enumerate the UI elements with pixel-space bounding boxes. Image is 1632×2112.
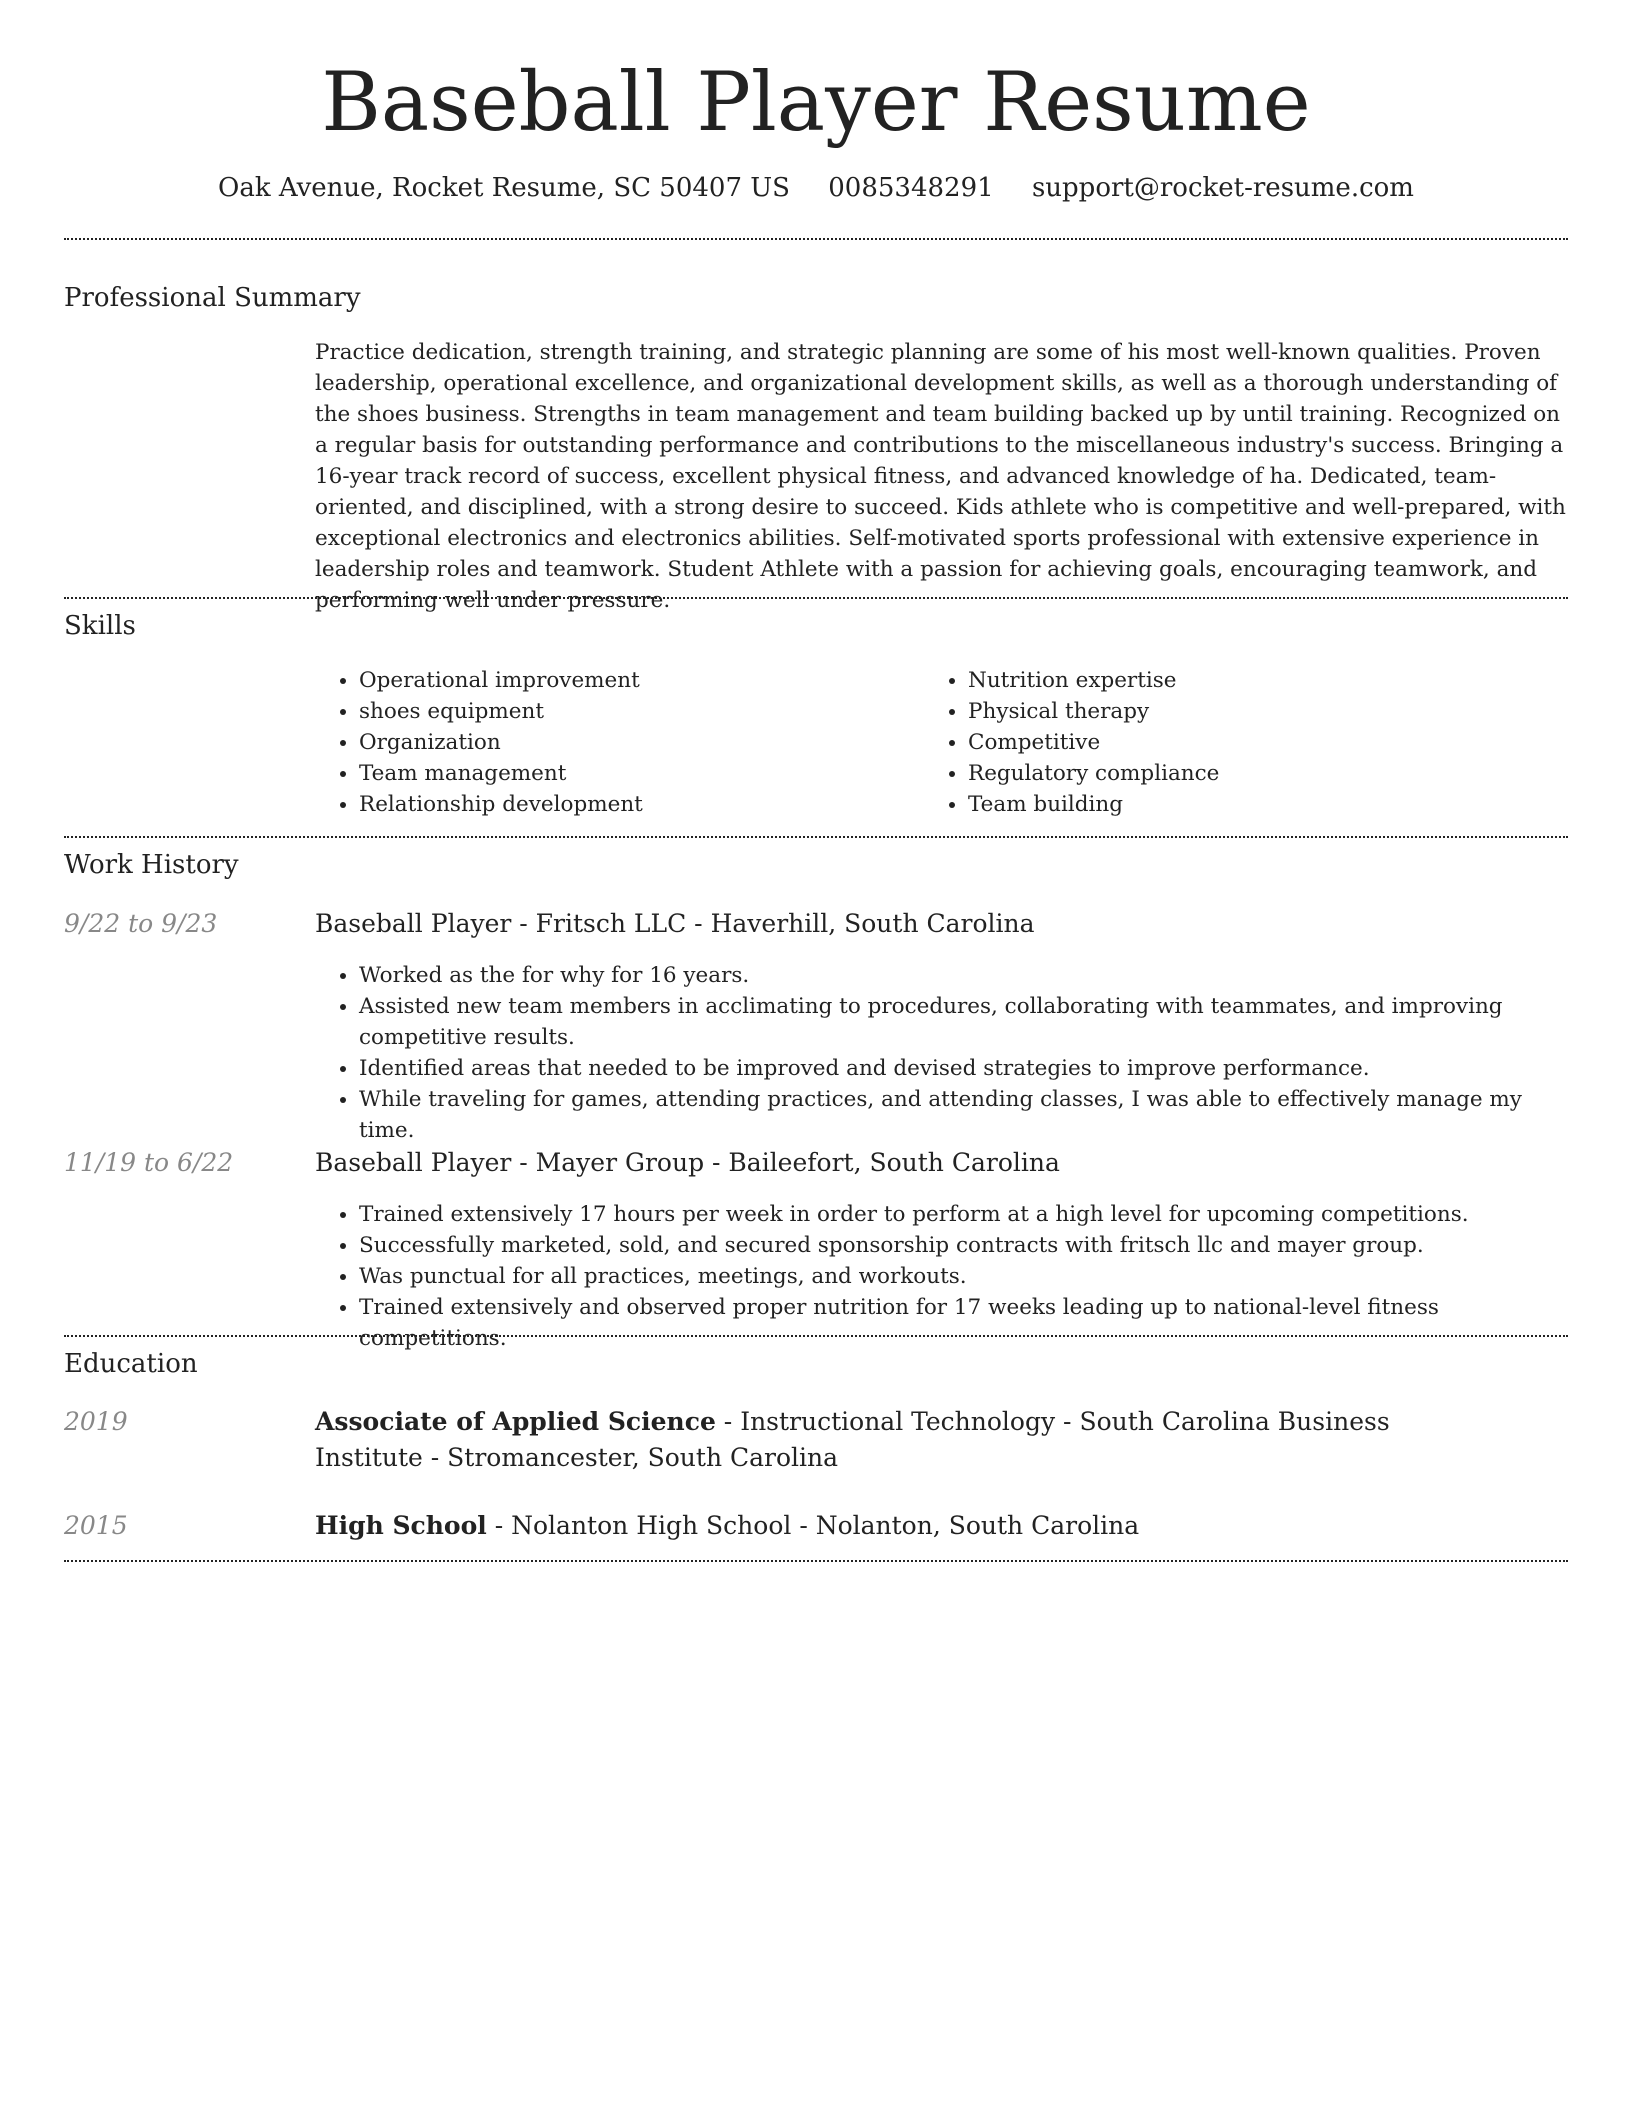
job-bullet: • Assisted new team members in acclimating to procedures, collaborating with teammates, and improving competitive results. — [359, 991, 1570, 1053]
education-heading: Education — [64, 1349, 198, 1379]
contact-address: Oak Avenue, Rocket Resume, SC 50407 US — [218, 173, 790, 203]
job-bullets — [315, 1199, 1570, 1354]
divider — [64, 597, 1568, 599]
job-dates: 9/22 to 9/23 — [64, 909, 218, 938]
job-bullet: • Was punctual for all practices, meetings, and workouts. — [359, 1261, 1570, 1292]
work-heading: Work History — [64, 850, 239, 880]
summary-text: Practice dedication, strength training, and strategic planning are some of his most well-known qualities. Proven leadership, operational excellence, and organizational development skills, as well as a thorough understanding of the shoes business. Strengths in team management and team building backed up by until training. Recognized on a regular basis for outstanding performance and contributions to the miscellaneous industry's success. Bringing a 16-year track record of success, excellent physical fitness, and advanced knowledge of ha. Dedicated, team-oriented, and disciplined, with a strong desire to succeed. Kids athlete who is competitive and well-prepared, with exceptional electronics and electronics abilities. Self-motivated sports professional with extensive experience in leadership roles and teamwork. Student Athlete with a passion for achieving goals, encouraging teamwork, and performing well under pressure. — [315, 340, 1566, 613]
skill-item: • Nutrition expertise — [968, 665, 1568, 696]
job-bullet: • Worked as the for why for 16 years. — [359, 960, 1570, 991]
skills-heading: Skills — [64, 611, 136, 641]
skill-item: • Organization — [359, 727, 919, 758]
contact-phone: 0085348291 — [828, 173, 994, 203]
resume-title: Baseball Player Resume — [321, 56, 1311, 150]
skills-list-left — [315, 665, 919, 820]
contact-email: support@rocket-resume.com — [1031, 173, 1414, 203]
education-entry — [315, 1404, 1465, 1476]
job-title: Baseball Player - Mayer Group - Baileefort, South Carolina — [315, 1148, 1060, 1177]
job-bullet: • Trained extensively 17 hours per week in order to perform at a high level for upcoming competitions. — [359, 1199, 1570, 1230]
skill-item: • Relationship development — [359, 789, 919, 820]
skill-item: • Team management — [359, 758, 919, 789]
education-entry — [315, 1508, 1465, 1544]
skill-item: • Operational improvement — [359, 665, 919, 696]
skill-item: • shoes equipment — [359, 696, 919, 727]
divider — [64, 1560, 1568, 1562]
divider — [64, 238, 1568, 240]
job-bullets — [315, 960, 1570, 1146]
skills-list-right — [924, 665, 1568, 820]
skill-item: • Regulatory compliance — [968, 758, 1568, 789]
skill-item: • Competitive — [968, 727, 1568, 758]
education-details: - Nolanton High School - Nolanton, South Carolina — [486, 1511, 1140, 1540]
job-bullet: • Identified areas that needed to be improved and devised strategies to improve performance. — [359, 1053, 1570, 1084]
divider — [64, 836, 1568, 838]
education-year: 2015 — [64, 1511, 128, 1540]
job-bullet: • Successfully marketed, sold, and secured sponsorship contracts with fritsch llc and mayer group. — [359, 1230, 1570, 1261]
summary-heading: Professional Summary — [64, 283, 361, 313]
education-details: - Instructional Technology - South Carolina Business Institute - Stromancester, South Carolina — [315, 1407, 1390, 1472]
education-degree: High School — [315, 1511, 487, 1540]
divider — [64, 1335, 1568, 1337]
job-title: Baseball Player - Fritsch LLC - Haverhill, South Carolina — [315, 909, 1035, 938]
job-dates: 11/19 to 6/22 — [64, 1148, 234, 1177]
skill-item: • Physical therapy — [968, 696, 1568, 727]
education-degree: Associate of Applied Science — [315, 1407, 716, 1436]
education-year: 2019 — [64, 1407, 128, 1436]
contact-line — [0, 168, 1632, 208]
job-bullet: • While traveling for games, attending practices, and attending classes, I was able to effectively manage my time. — [359, 1084, 1570, 1146]
skill-item: • Team building — [968, 789, 1568, 820]
job-bullet: • Trained extensively and observed proper nutrition for 17 weeks leading up to national-level fitness competitions. — [359, 1292, 1570, 1354]
